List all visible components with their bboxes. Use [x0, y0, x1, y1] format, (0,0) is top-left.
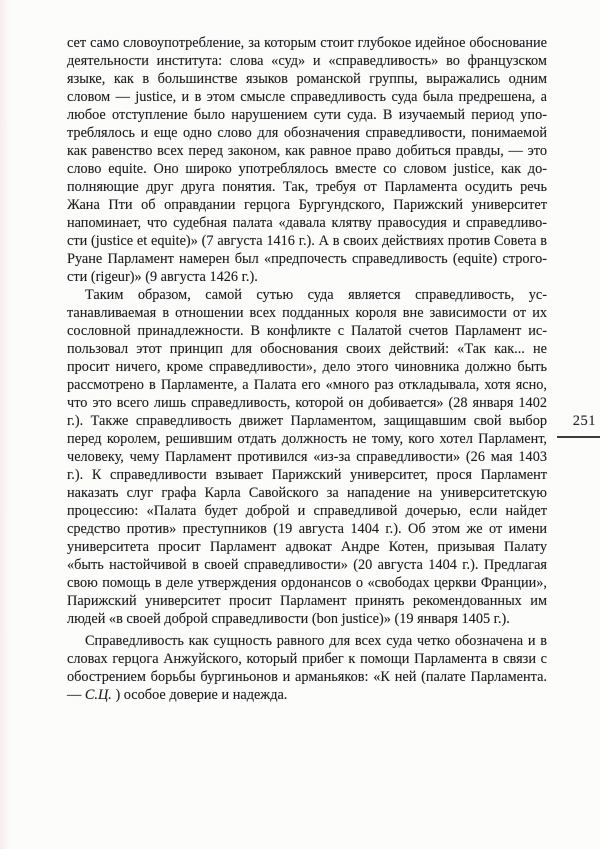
text-segment: ) особое доверие и надежда. — [111, 687, 288, 703]
text-line: напоминает, что судебная палата «давала клятву правосудия и справедливо- — [67, 215, 547, 231]
page-number-rule — [557, 436, 600, 438]
text-line — [67, 686, 547, 704]
inline-italic-editor-note: С.Ц. — [84, 687, 112, 703]
text-line: человеку, чему Парламент противился «из-за справедливости» (26 мая 1403 — [67, 449, 547, 465]
text-line: перед королем, решившим отдать должность не тому, кого хотел Парламент, — [67, 431, 547, 447]
margin-page-number: 251 — [572, 413, 596, 429]
text-line: «быть настойчивой в своей справедливости» (20 августа 1404 г.). Предлагая — [67, 557, 547, 573]
text-line: г.). К справедливости взывает Парижский университет, прося Парламент — [67, 467, 547, 483]
text-line: г.). Также справедливость движет Парламентом, защищавшим свой выбор — [67, 413, 547, 429]
text-line: пользовал этот принцип для обоснования своих действий: «Так как... не — [67, 341, 547, 357]
text-line: сословной принадлежности. В конфликте с Палатой счетов Парламент ис- — [67, 323, 547, 339]
paragraph — [67, 632, 547, 704]
paragraph — [67, 34, 547, 286]
text-column — [67, 34, 547, 704]
text-line: свою помощь в деле утверждения ордонансов о «свободах церкви Франции», — [67, 575, 547, 591]
text-line: что это всего лишь справедливость, которой он добивается» (28 января 1402 — [67, 395, 547, 411]
text-line: словом — justice, и в этом смысле справедливость суда была предрешена, а — [67, 89, 547, 105]
text-line: обострением борьбы бургиньонов и арманьяков: «К ней (палате Парламента. — [67, 669, 547, 685]
text-line: словах герцога Анжуйского, который прибег к помощи Парламента в связи с — [67, 651, 547, 667]
text-line: Руане Парламент намерен был «предпочесть справедливость (equite) строго- — [67, 251, 547, 267]
text-line: средство против» преступников (19 августа 1404 г.). Об этом же от имени — [67, 521, 547, 537]
text-line: сти (justice et equite)» (7 августа 1416 г.). А в своих действиях против Совета в — [67, 233, 547, 249]
text-line: наказать слуг графа Карла Савойского за нападение на университетскую — [67, 485, 547, 501]
text-line: Таким образом, самой сутью суда является справедливость, ус- — [85, 287, 547, 303]
text-line: сти (rigeur)» (9 августа 1426 г.). — [67, 269, 258, 285]
text-line: деятельности института: слова «суд» и «справедливость» во французском — [67, 53, 547, 69]
text-line: Парижский университет просит Парламент принять рекомендованных им — [67, 593, 547, 609]
text-line: как равенство всех перед законом, как равное право добиться правды, — это — [67, 143, 547, 159]
scan-edge-artifact — [0, 0, 10, 849]
text-line: просит ничего, кроме справедливости», дело этого чиновника должно быть — [67, 359, 547, 375]
text-segment: — — [67, 687, 85, 703]
text-line: полняющие друг друга понятия. Так, требуя от Парламента осудить речь — [67, 179, 547, 195]
text-line: языке, как в большинстве языков романской группы, выражались одним — [67, 71, 547, 87]
text-line: треблялось и еще одно слово для обозначения справедливости, понимаемой — [67, 125, 547, 141]
text-line: любое отступление было нарушением сути суда. В изучаемый период упо- — [67, 107, 547, 123]
paragraph — [67, 286, 547, 628]
text-line: сет само словоупотребление, за которым стоит глубокое идейное обоснование — [67, 35, 547, 51]
text-line: танавливаемая в отношении всех подданных короля вне зависимости от их — [67, 305, 547, 321]
text-line: процессию: «Палата будет доброй и справедливой дочерью, если найдет — [67, 503, 547, 519]
text-line: университета просит Парламент адвокат Андре Котен, призывая Палату — [67, 539, 547, 555]
text-line: Жана Пти об оправдании герцога Бургундского, Парижский университет — [67, 197, 547, 213]
text-line: Справедливость как сущность равного для всех суда четко обозначена и в — [85, 633, 547, 649]
text-line: людей «в своей доброй справедливости (bon justice)» (19 января 1405 г.). — [67, 611, 510, 627]
text-line: рассмотрено в Парламенте, а Палата его «много раз откладывала, хотя ясно, — [67, 377, 547, 393]
text-line: слово equite. Оно широко употреблялось вместе со словом justice, как до- — [67, 161, 547, 177]
